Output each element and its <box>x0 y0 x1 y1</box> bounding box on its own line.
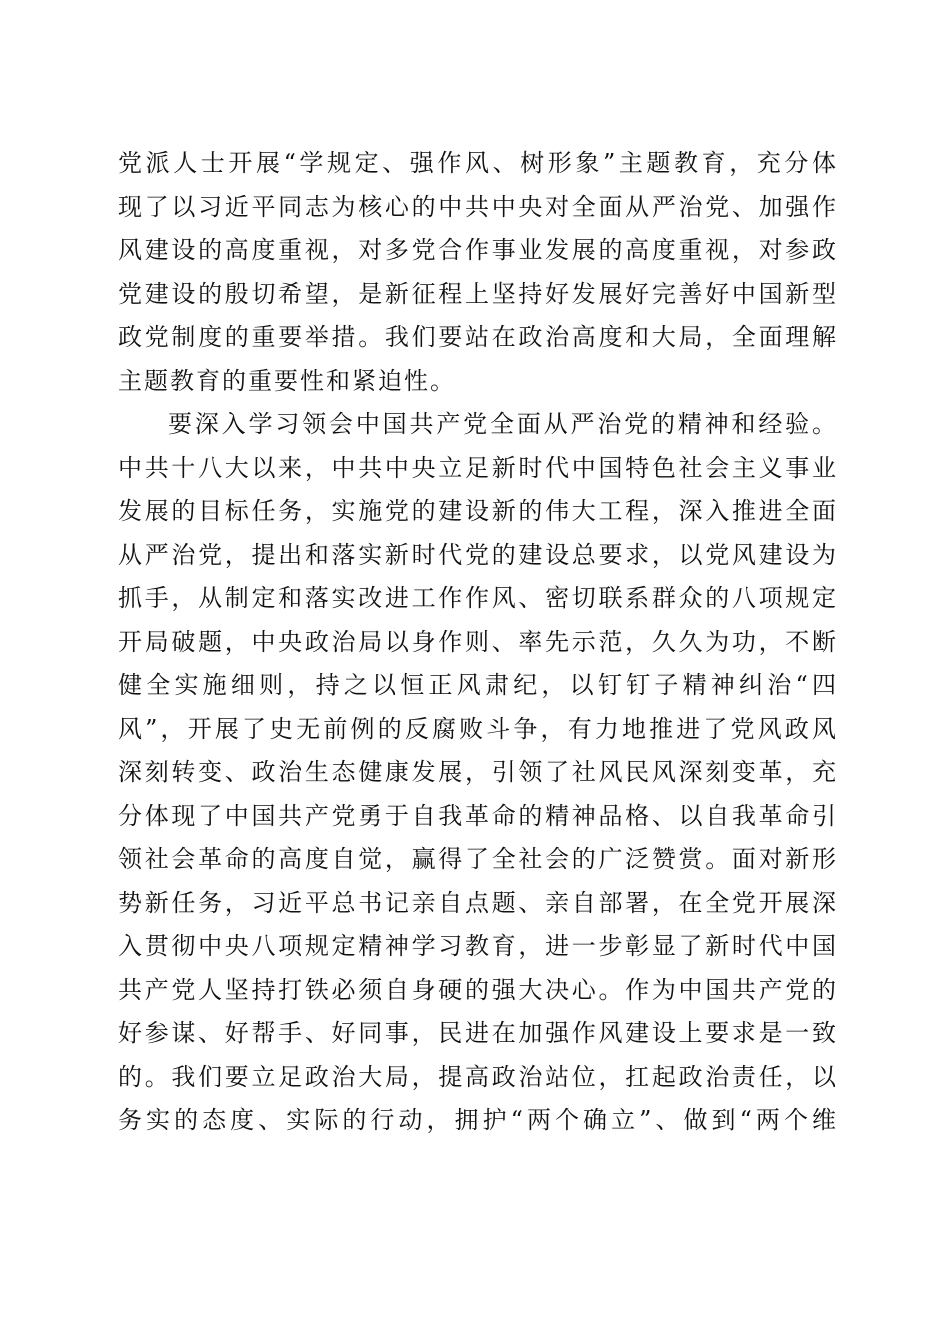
text-line: 抓手，从制定和落实改进工作作风、密切联系群众的八项规定 <box>118 584 838 612</box>
text-line: 共产党人坚持打铁必须自身硬的强大决心。作为中国共产党的 <box>118 975 838 1004</box>
text-line: 分体现了中国共产党勇于自我革命的精神品格、以自我革命引 <box>118 801 838 830</box>
text-line: 势新任务，习近平总书记亲自点题、亲自部署，在全党开展深 <box>118 888 838 917</box>
text-line: 党派人士开展“学规定、强作风、树形象”主题教育，充分体 <box>118 149 838 177</box>
text-line: 开局破题，中央政治局以身作则、率先示范，久久为功，不断 <box>118 627 838 656</box>
text-line: 健全实施细则，持之以恒正风肃纪，以钉钉子精神纠治“四 <box>118 671 838 699</box>
text-line: 务实的态度、实际的行动，拥护“两个确立”、做到“两个维 <box>118 1106 838 1134</box>
text-line: 领社会革命的高度自觉，赢得了全社会的广泛赞赏。面对新形 <box>118 845 838 873</box>
text-line: 现了以习近平同志为核心的中共中央对全面从严治党、加强作 <box>118 192 838 221</box>
text-line: 好参谋、好帮手、好同事，民进在加强作风建设上要求是一致 <box>118 1019 838 1047</box>
text-line: 入贯彻中央八项规定精神学习教育，进一步彰显了新时代中国 <box>118 932 838 960</box>
text-line: 发展的目标任务，实施党的建设新的伟大工程，深入推进全面 <box>118 497 838 525</box>
text-line: 风建设的高度重视，对多党合作事业发展的高度重视，对参政 <box>118 236 838 264</box>
text-line: 主题教育的重要性和紧迫性。 <box>118 366 456 395</box>
text-line: 政党制度的重要举措。我们要站在政治高度和大局，全面理解 <box>118 323 838 351</box>
text-line: 中共十八大以来，中共中央立足新时代中国特色社会主义事业 <box>118 453 838 482</box>
document-body <box>118 142 838 1143</box>
text-line: 的。我们要立足政治大局，提高政治站位，扛起政治责任，以 <box>118 1062 838 1091</box>
text-line: 党建设的殷切希望，是新征程上坚持好发展好完善好中国新型 <box>118 279 838 308</box>
text-line: 从严治党，提出和落实新时代党的建设总要求，以党风建设为 <box>118 540 838 569</box>
text-line: 要深入学习领会中国共产党全面从严治党的精神和经验。 <box>168 410 838 438</box>
paragraph-2 <box>118 403 838 1143</box>
text-line: 风”，开展了史无前例的反腐败斗争，有力地推进了党风政风 <box>118 714 838 743</box>
text-line: 深刻转变、政治生态健康发展，引领了社风民风深刻变革，充 <box>118 758 838 786</box>
paragraph-1 <box>118 142 838 403</box>
